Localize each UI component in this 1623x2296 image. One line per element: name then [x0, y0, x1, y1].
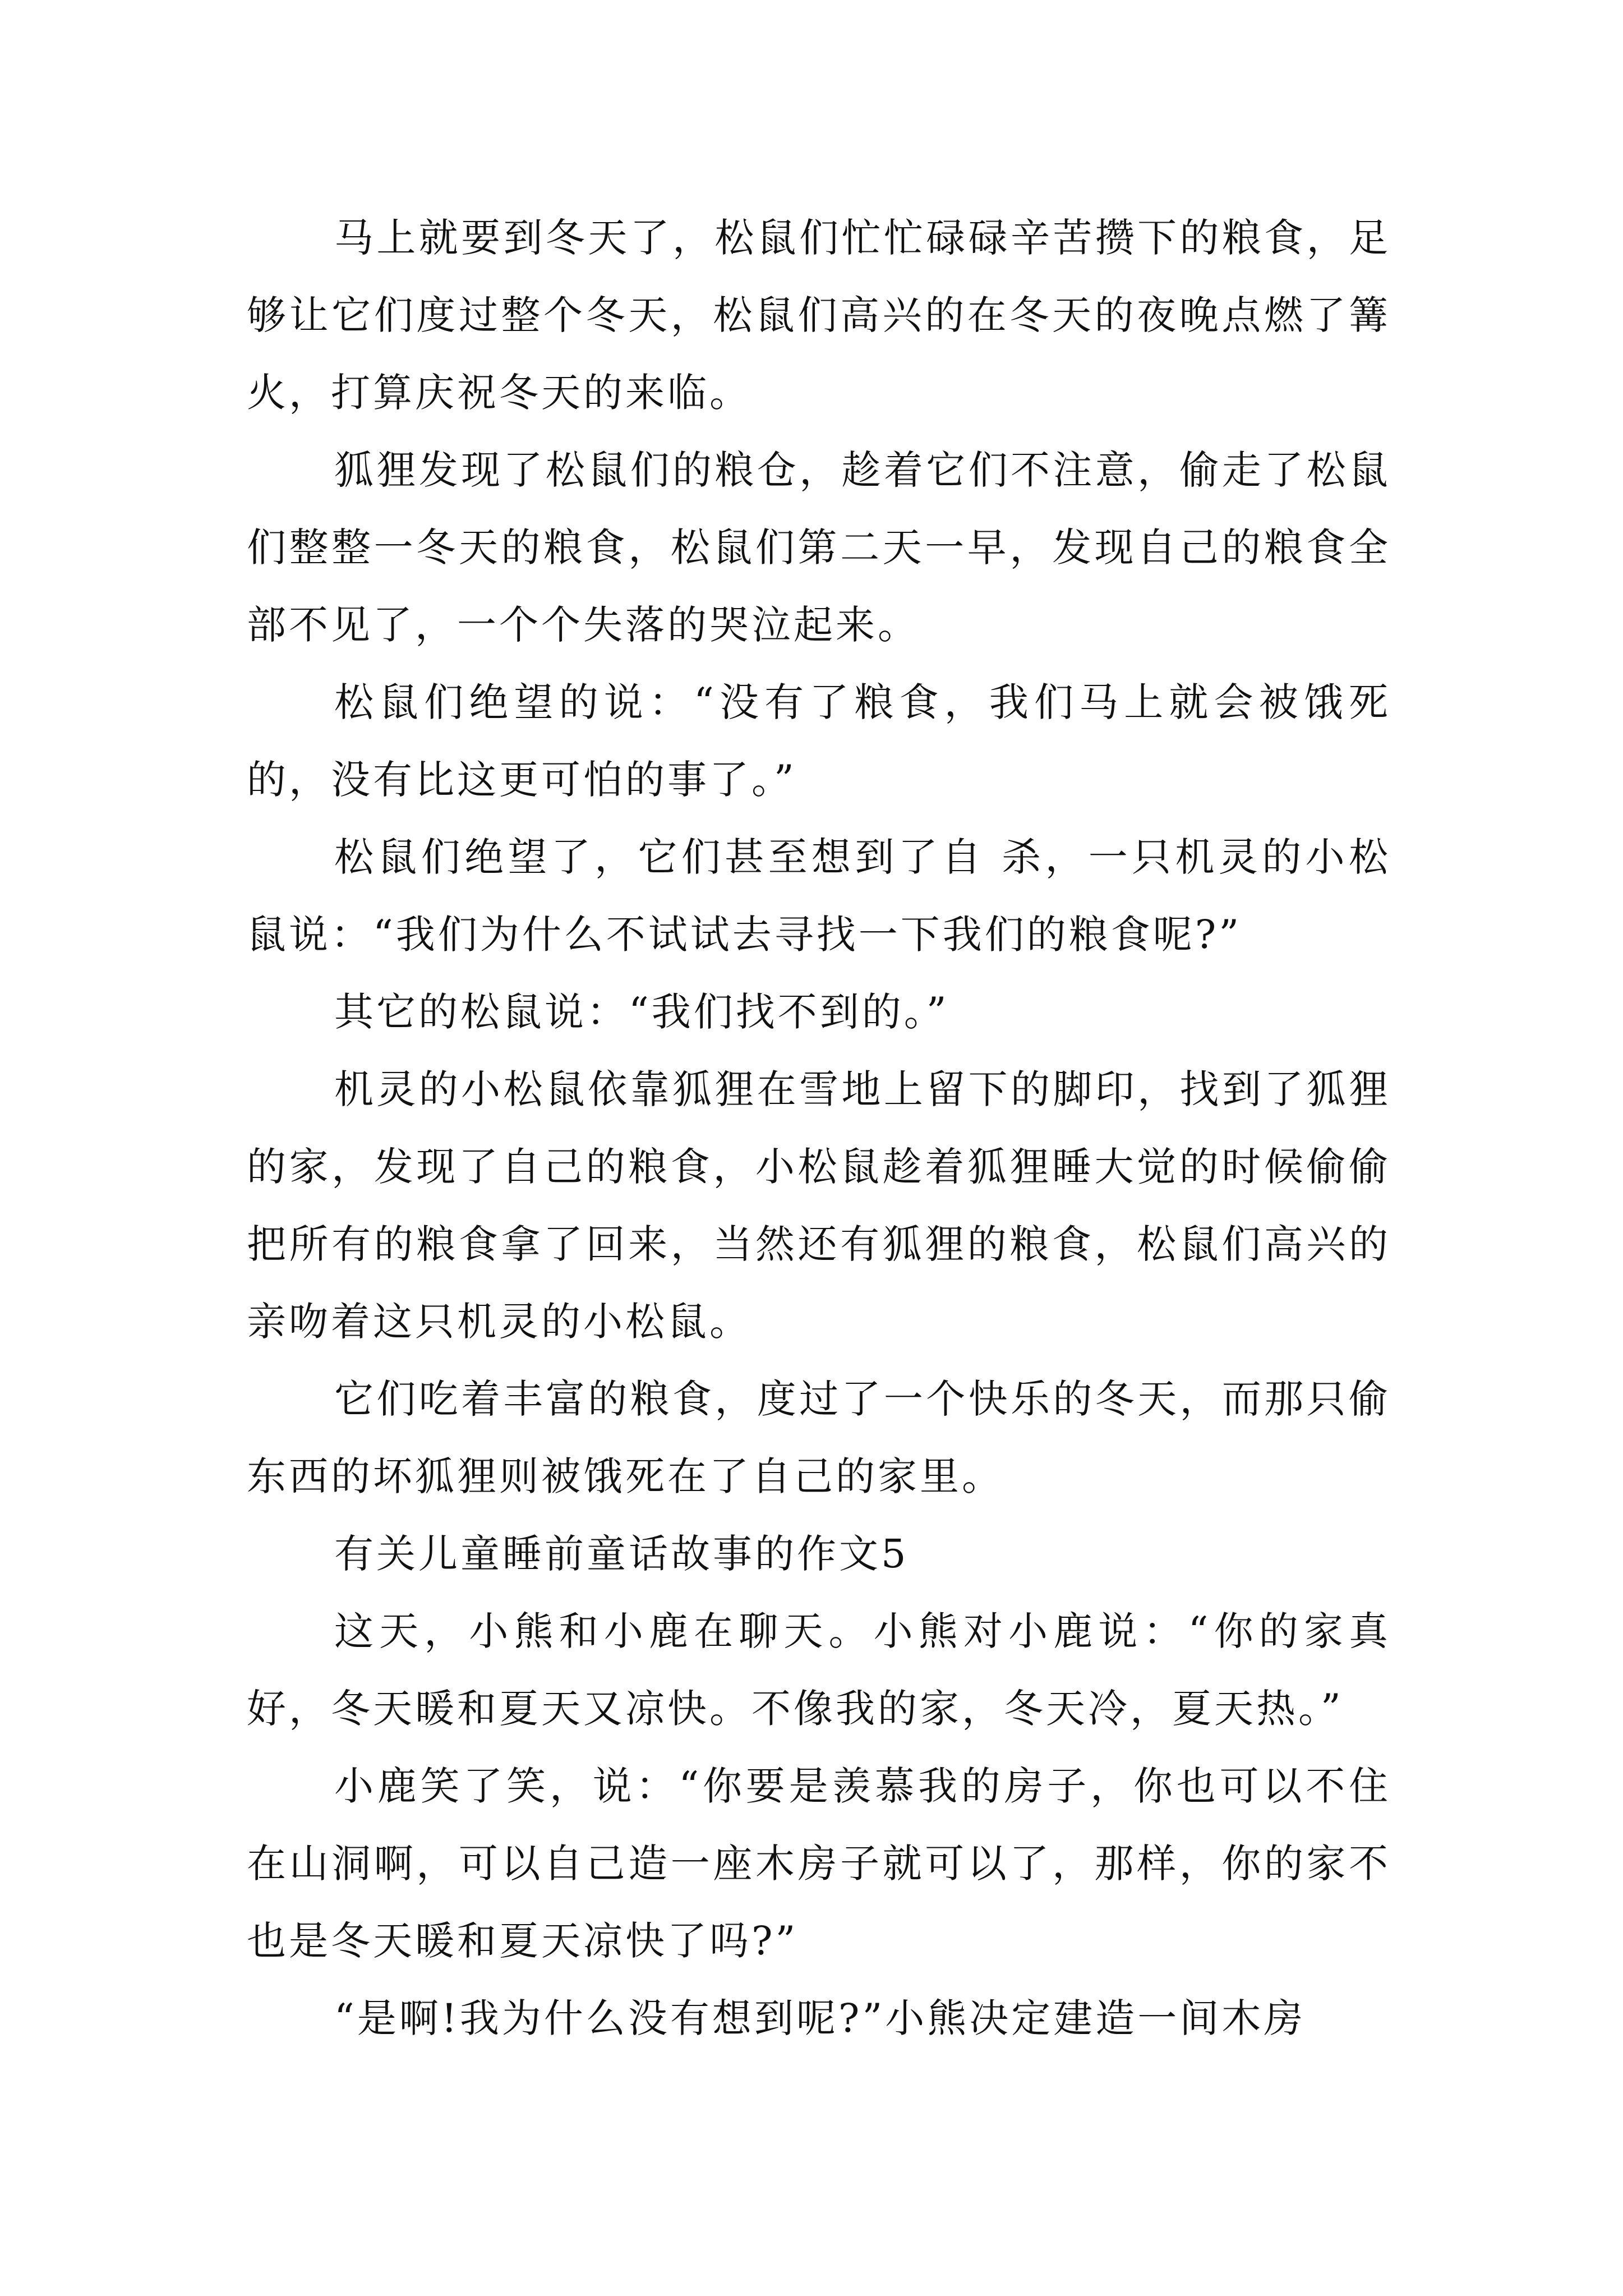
- paragraph: 马上就要到冬天了，松鼠们忙忙碌碌辛苦攒下的粮食，足够让它们度过整个冬天，松鼠们高兴的在冬天的夜晚点燃了篝火，打算庆祝冬天的来临。: [247, 215, 1391, 416]
- paragraph: 这天，小熊和小鹿在聊天。小熊对小鹿说：“你的家真好，冬天暖和夏天又凉快。不像我的家，冬天冷，夏天热。”: [247, 1608, 1391, 1732]
- paragraph: 机灵的小松鼠依靠狐狸在雪地上留下的脚印，找到了狐狸的家，发现了自己的粮食，小松鼠趁着狐狸睡大觉的时候偷偷把所有的粮食拿了回来，当然还有狐狸的粮食，松鼠们高兴的亲吻着这只机灵的小松鼠。: [247, 1066, 1391, 1345]
- paragraph: 其它的松鼠说：“我们找不到的。”: [334, 989, 949, 1035]
- section-heading: 有关儿童睡前童话故事的作文5: [334, 1531, 909, 1577]
- paragraph: 它们吃着丰富的粮食，度过了一个快乐的冬天，而那只偷东西的坏狐狸则被饿死在了自己的家里。: [247, 1376, 1391, 1499]
- paragraph: 小鹿笑了笑，说：“你要是羡慕我的房子，你也可以不住在山洞啊，可以自己造一座木房子就可以了，那样，你的家不也是冬天暖和夏天凉快了吗?”: [247, 1763, 1391, 1964]
- paragraph: 松鼠们绝望了，它们甚至想到了自 杀，一只机灵的小松鼠说：“我们为什么不试试去寻找一下我们的粮食呢?”: [247, 834, 1391, 958]
- paragraph: 松鼠们绝望的说：“没有了粮食，我们马上就会被饿死的，没有比这更可怕的事了。”: [247, 679, 1391, 803]
- document-body: [247, 199, 1391, 2057]
- paragraph: “是啊!我为什么没有想到呢?”小熊决定建造一间木房: [334, 1995, 1306, 2041]
- paragraph: 狐狸发现了松鼠们的粮仓，趁着它们不注意，偷走了松鼠们整整一冬天的粮食，松鼠们第二天一早，发现自己的粮食全部不见了，一个个失落的哭泣起来。: [247, 447, 1391, 648]
